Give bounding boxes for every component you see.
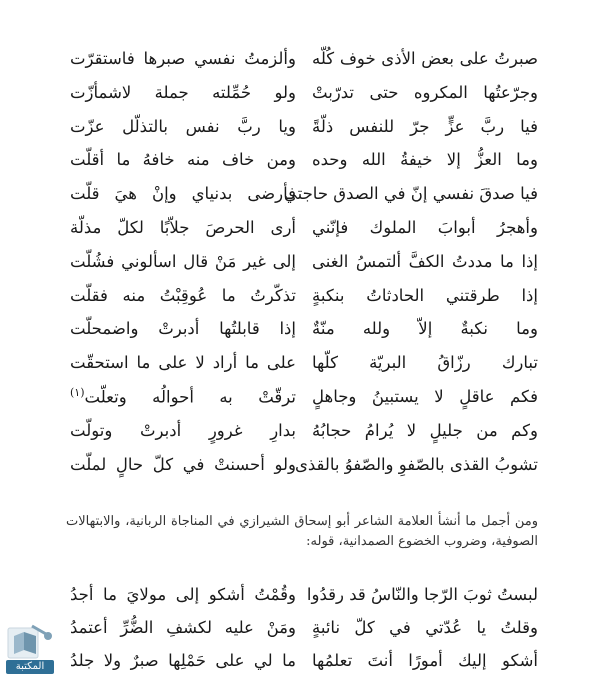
verse-line [70,279,538,313]
verse-second-hemistich: وألزمتُ نفسي صبرها فاستقرّت [70,49,296,68]
poem-block [70,42,538,481]
verse-first-hemistich: وكم من جليلٍ لا يُرامُ حجابُهُ [312,420,538,440]
verse-line [70,312,538,346]
library-logo [2,620,58,675]
verse-first-hemistich: وما العزُّ إلا خيفةُ الله وحده [312,150,538,170]
verse-first-hemistich: وقلتُ يا عُدّتي في كلّ نائبةٍ [312,617,538,637]
verse-first-hemistich: إذا طرقتني الحادثاتُ بنكبةٍ [312,285,538,305]
verse-first-hemistich: صبرتُ على بعض الأذى خوف كُلّه [312,49,538,68]
verse-second-hemistich: وقُمْتُ أشكو إلى مولايَ ما أجدُ [70,584,296,604]
verse-first-hemistich: فكم عاقلٍ لا يستبينُ وجاهلٍ [312,386,538,406]
verse-second-hemistich: ترقّتْ به أحوالُه وتعلّت$^{(١)}$ [70,386,296,407]
prose-text: ومن أجمل ما أنشأ العلامة الشاعر أبو إسحاق الشيرازي في المناجاة الربانية، والابتهالات الصوفية، وضروب الخضوع الصمدانية، قوله: [66,514,538,549]
verse-first-hemistich: فيا ربَّ عزٍّ جرّ للنفس ذلّةً [312,116,538,136]
verse-line [70,414,538,448]
verse-second-hemistich: إلى غير مَنْ قال اسألوني فشُلّت [70,251,296,271]
verse-second-hemistich: ما لي على حَمْلِها صبرٌ ولا جلدُ [70,650,296,670]
verse-second-hemistich: فأرضى بدنياي وإنْ هيَ قلّت [70,184,296,204]
book-stack-icon [2,620,58,662]
poem-block-2 [70,578,538,677]
verse-first-hemistich: إذا ما مددتُ الكفَّ ألتمسُ الغنى [312,251,538,271]
verse-line [70,380,538,414]
verse-first-hemistich: فيا صدقَ نفسي إنّ في الصدق حاجتي [283,184,538,204]
verse-line [70,644,538,677]
verse-second-hemistich: ولو حُمِّلته جملة لاشمأزّت [70,82,296,102]
verse-line [70,76,538,110]
verse-line [70,143,538,177]
verse-first-hemistich: وجرّعتُها المكروه حتى تدرّبتْ [312,82,538,102]
verse-line [70,42,538,76]
verse-line [70,611,538,644]
verse-second-hemistich: ومن خاف منه خافهُ ما أقلّت [70,150,296,170]
verse-line [70,110,538,144]
verse-first-hemistich: تشوبُ القذى بالصّفوِ والصّفوُ بالقذى [294,454,538,474]
verse-first-hemistich: وما نكبةٌ إلاّ ولله منّةٌ [312,319,538,339]
verse-second-hemistich: ويا ربَّ نفس بالتذلّل عزّت [70,116,296,136]
verse-second-hemistich: ومَنْ عليه لكشفِ الضُّرِّ أعتمدُ [70,617,296,637]
verse-first-hemistich: وأهجرُ أبوابَ الملوك فإنّني [312,217,538,237]
verse-first-hemistich: أشكو إليك أمورًا أنتَ تعلمُها [312,650,538,670]
verse-first-hemistich: لبستُ ثوبَ الرّجا والنّاسُ قد رقدُوا [306,584,538,604]
verse-line [70,578,538,611]
prose-paragraph [66,512,538,552]
logo-wordmark: المكتبة [6,660,54,674]
verse-line [70,211,538,245]
verse-second-hemistich: بدارِ غرورٍ أدبرتْ وتولّت [70,420,296,440]
verse-second-hemistich: تذكّرتُ ما عُوقِبْتُ منه فقلّت [70,285,296,305]
verse-line [70,177,538,211]
footnote-marker[interactable]: (١) [70,386,85,400]
verse-second-hemistich: ولو أحسنتْ في كلّ حالٍ لملّت [70,454,296,474]
verse-line [70,346,538,380]
verse-second-hemistich: إذا قابلتُها أدبرتْ واضمحلّت [70,319,296,339]
verse-second-hemistich: أرى الحرصَ جلاّبًا لكلّ مذلّة [70,217,296,237]
verse-second-hemistich: على ما أراد لا على ما استحقّت [70,353,296,373]
verse-line [70,448,538,482]
verse-first-hemistich: تبارك رزّاقُ البريّة كلّها [312,353,538,373]
verse-line [70,245,538,279]
